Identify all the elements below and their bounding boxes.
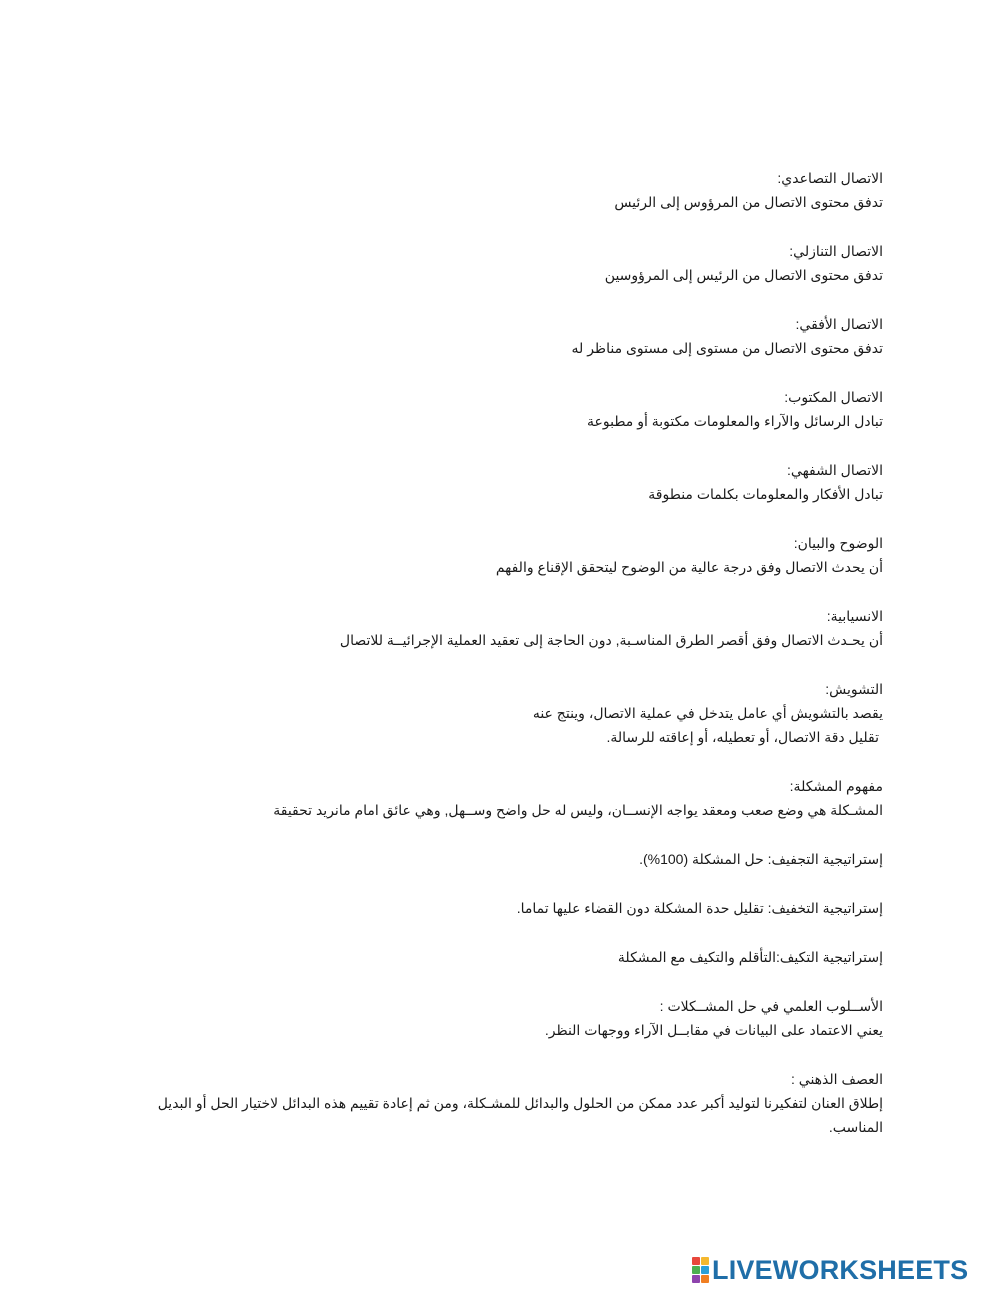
definition-term: التشويش: <box>825 681 883 697</box>
definition-text: تبادل الأفكار والمعلومات بكلمات منطوقة <box>648 486 883 502</box>
definition-text: تدفق محتوى الاتصال من المرؤوس إلى الرئيس <box>614 194 883 210</box>
definition-term: الاتصال الأفقي: <box>795 316 883 332</box>
definition-text: إستراتيجية التجفيف: حل المشكلة (100%). <box>639 851 883 867</box>
definition-upward-communication <box>143 166 883 214</box>
definition-horizontal-communication <box>143 312 883 360</box>
definition-brainstorming <box>143 1067 883 1139</box>
definition-problem-concept <box>143 774 883 822</box>
definition-term: الاتصال الشفهي: <box>787 462 883 478</box>
liveworksheets-logo <box>692 1254 968 1286</box>
logo-mark-block <box>701 1275 709 1283</box>
logo-mark-icon <box>692 1257 709 1283</box>
definition-text: إطلاق العنان لتفكيرنا لتوليد أكبر عدد ممكن من الحلول والبدائل للمشـكلة، ومن ثم إعادة تقييم هذه البدائل لاختيار الحل أو البديل المناسب. <box>157 1095 883 1135</box>
definition-term: العصف الذهني : <box>791 1071 883 1087</box>
definition-text: تدفق محتوى الاتصال من مستوى إلى مستوى مناظر له <box>571 340 883 356</box>
definition-text: يقصد بالتشويش أي عامل يتدخل في عملية الاتصال، وينتج عنه <box>532 705 883 721</box>
definition-text: إستراتيجية التكيف:التأقلم والتكيف مع المشكلة <box>617 949 883 965</box>
logo-text: LIVEWORKSHEETS <box>712 1255 969 1285</box>
definition-text: أن يحـدث الاتصال وفق أقصر الطرق المناسـبة, دون الحاجة إلى تعقيد العملية الإجرائيــة للاتصال <box>339 632 883 648</box>
definition-term: الاتصال التصاعدي: <box>777 170 883 186</box>
definition-text: تبادل الرسائل والآراء والمعلومات مكتوبة أو مطبوعة <box>587 413 883 429</box>
logo-mark-block <box>692 1266 700 1274</box>
definition-text: يعني الاعتماد على البيانات في مقابــل الآراء ووجهات النظر. <box>544 1022 883 1038</box>
logo-mark-block <box>701 1266 709 1274</box>
definition-drying-strategy <box>143 847 883 871</box>
definition-oral-communication <box>143 458 883 506</box>
definition-term: الاتصال المكتوب: <box>784 389 883 405</box>
definition-scientific-method <box>143 994 883 1042</box>
definition-term: الأســلوب العلمي في حل المشــكلات : <box>659 998 883 1014</box>
definition-text: تدفق محتوى الاتصال من الرئيس إلى المرؤوسين <box>604 267 883 283</box>
definition-term: الانسيابية: <box>826 608 883 624</box>
definition-downward-communication <box>143 239 883 287</box>
logo-mark-block <box>692 1257 700 1265</box>
definition-noise <box>143 677 883 749</box>
definition-clarity <box>143 531 883 579</box>
definition-term: مفهوم المشكلة: <box>789 778 883 794</box>
definition-text-continued: تقليل دقة الاتصال، أو تعطيله، أو إعاقته للرسالة. <box>606 729 879 745</box>
definition-fluidity <box>143 604 883 652</box>
document-body <box>143 166 883 1164</box>
logo-mark-block <box>701 1257 709 1265</box>
definition-term: الاتصال التنازلي: <box>789 243 883 259</box>
definition-text: أن يحدث الاتصال وفق درجة عالية من الوضوح ليتحقق الإقناع والفهم <box>495 559 883 575</box>
logo-mark-block <box>692 1275 700 1283</box>
definition-written-communication <box>143 385 883 433</box>
definition-mitigation-strategy <box>143 896 883 920</box>
definition-adaptation-strategy <box>143 945 883 969</box>
definition-text: إستراتيجية التخفيف: تقليل حدة المشكلة دون القضاء عليها تماما. <box>516 900 883 916</box>
definition-term: الوضوح والبيان: <box>793 535 883 551</box>
definition-text: المشـكلة هي وضع صعب ومعقد يواجه الإنســان، وليس له حل واضح وســهل, وهي عائق امام مانريد تحقيقة <box>273 802 883 818</box>
